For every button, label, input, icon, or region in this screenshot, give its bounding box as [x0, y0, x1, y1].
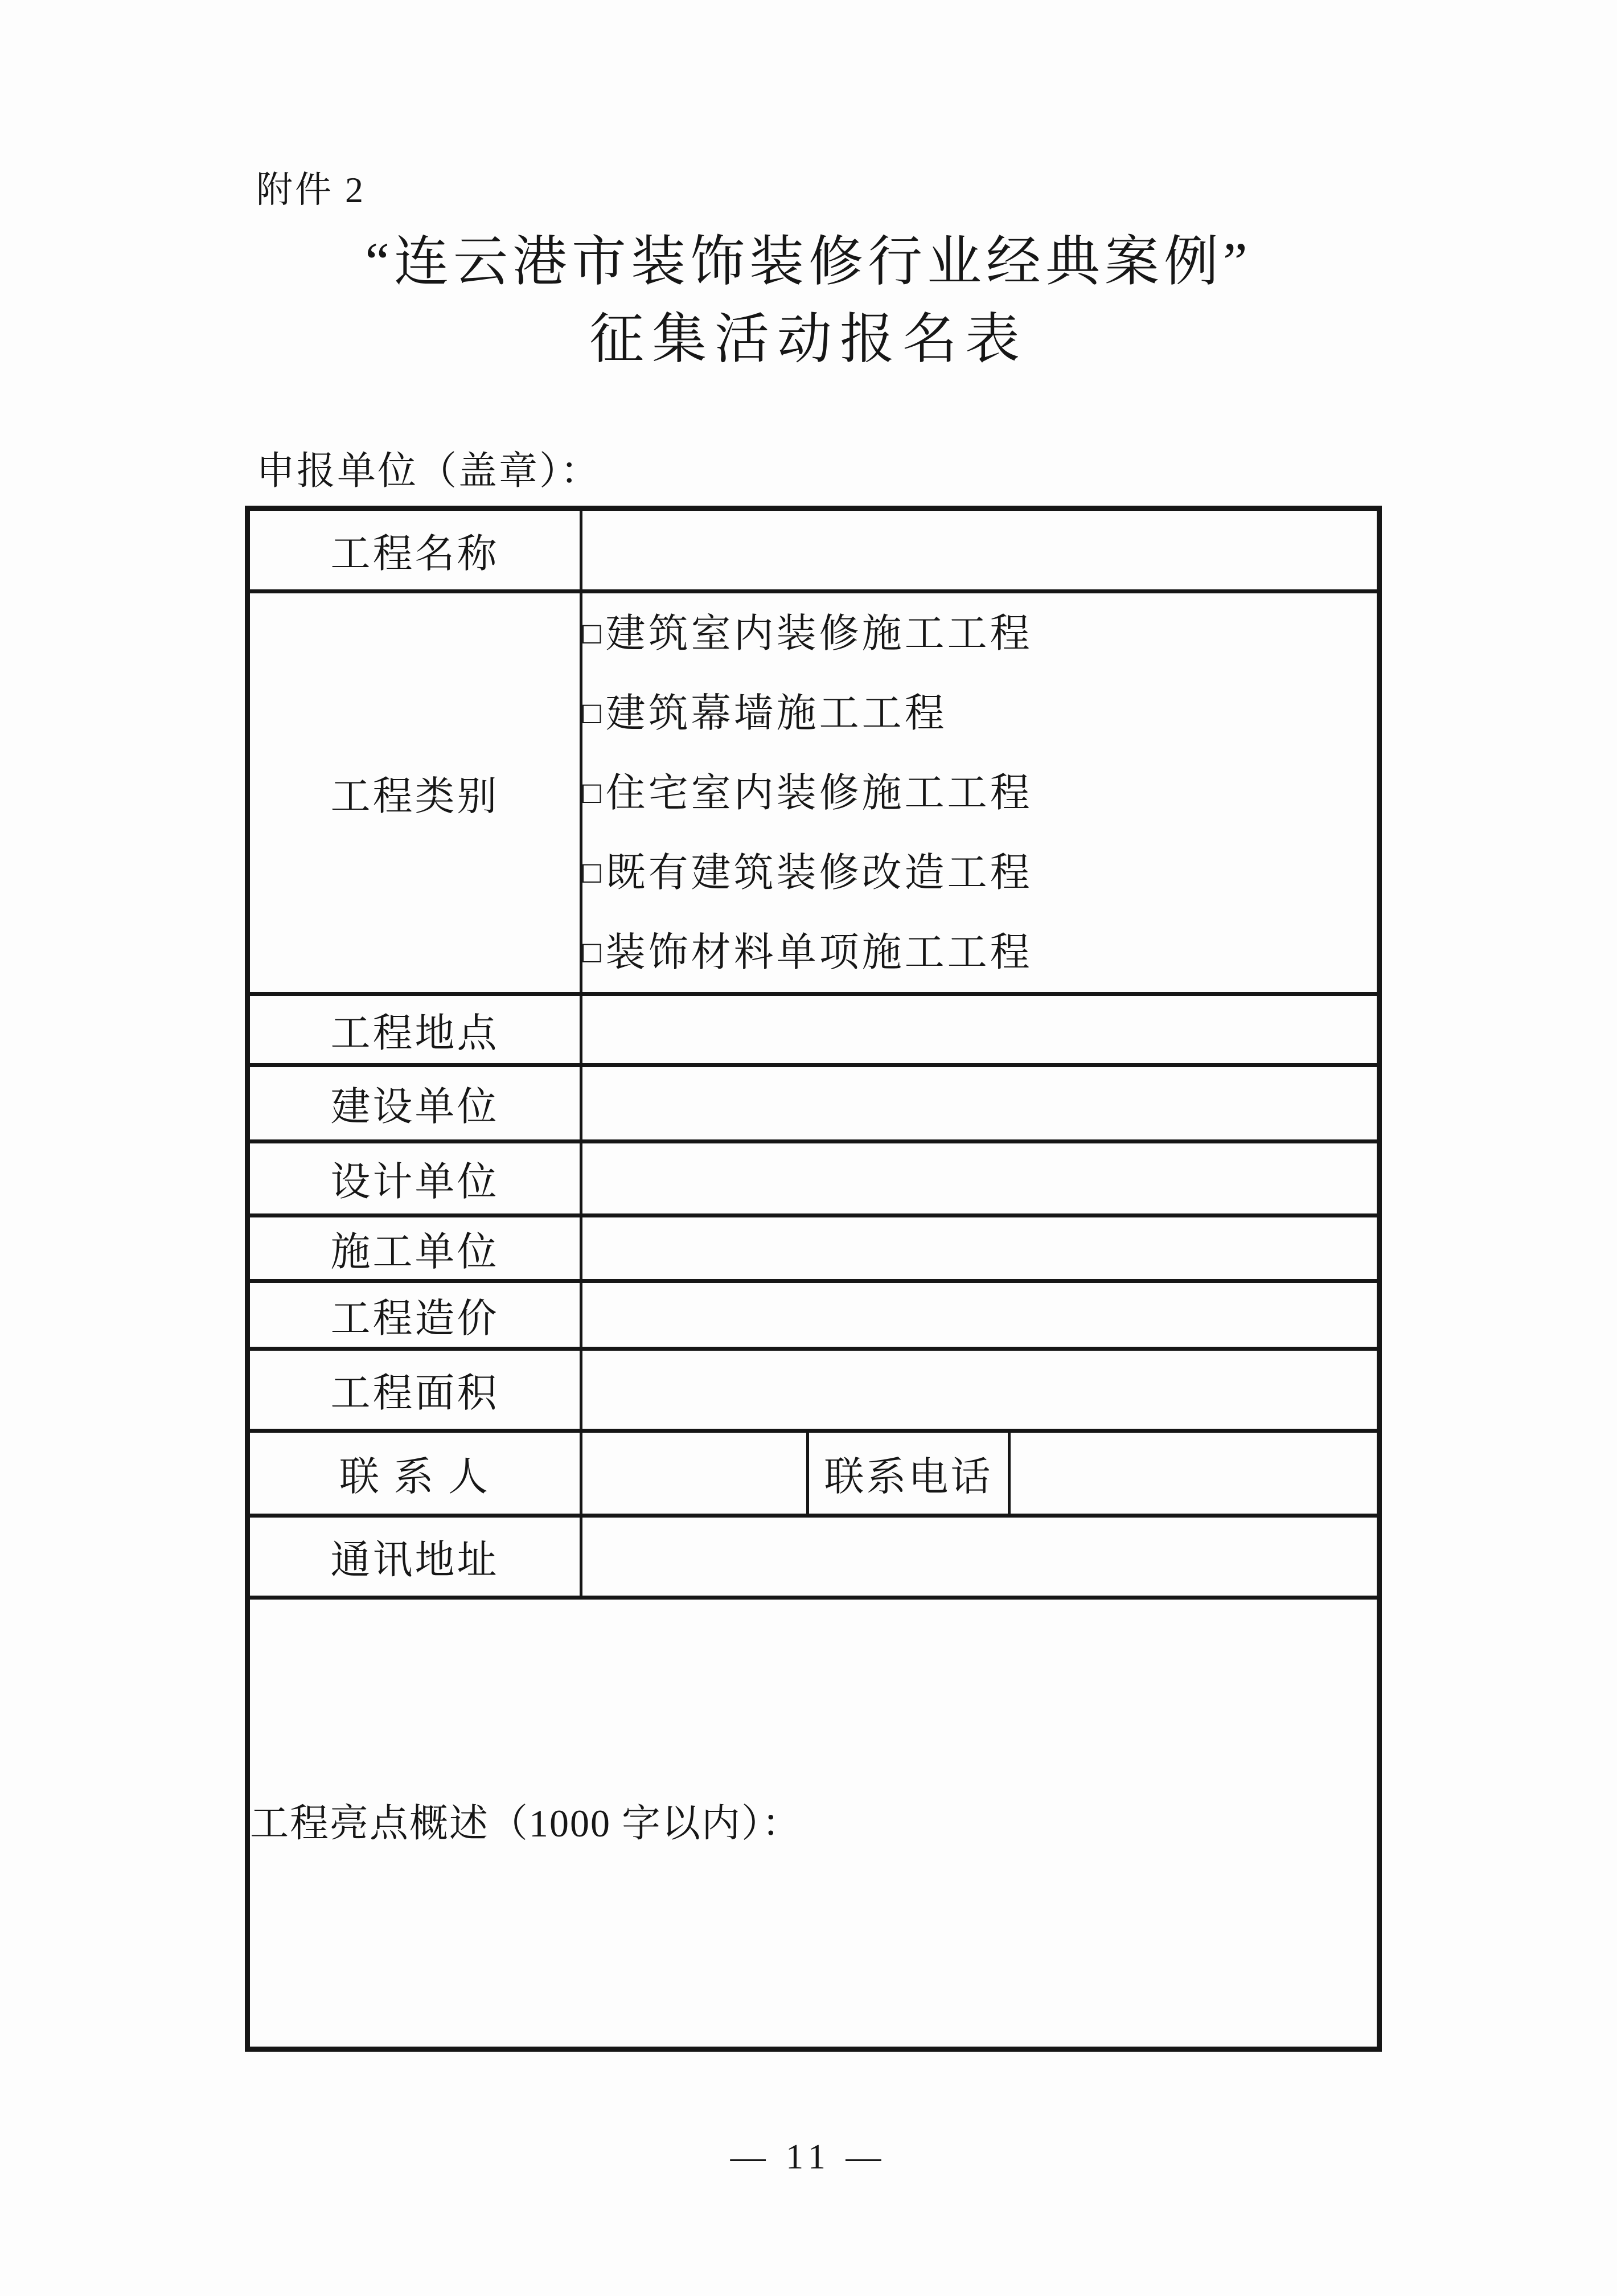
category-option: [582, 593, 1377, 673]
contact-phone-label: 联系电话: [808, 1431, 1009, 1516]
contact-phone-value: [1009, 1431, 1380, 1516]
contact-person-label: 联 系 人: [248, 1431, 581, 1516]
row-value-builder-unit: [581, 1216, 1380, 1281]
category-option-label: 装饰材料单项施工工程: [605, 931, 1033, 975]
row-value-project-cost: [581, 1281, 1380, 1349]
category-option: [582, 912, 1377, 992]
table-row-project-category: [248, 592, 1380, 994]
category-option-label: 建筑室内装修施工工程: [605, 612, 1033, 656]
category-option-label: 住宅室内装修施工工程: [605, 772, 1033, 815]
row-value-construction-unit: [581, 1065, 1380, 1142]
table-row-project-location: [248, 994, 1380, 1065]
doc-title-line1: “连云港市装饰装修行业经典案例”: [365, 231, 1252, 292]
declare-unit-label: 申报单位（盖章）：: [256, 449, 601, 493]
checkbox-icon: □: [582, 616, 601, 650]
highlight-cell: [248, 1598, 1380, 2049]
category-option: [582, 833, 1377, 912]
row-label-project-location: 工程地点: [248, 994, 581, 1065]
registration-table: [245, 506, 1382, 2052]
row-label-mailing-address: 通讯地址: [248, 1516, 581, 1598]
checkbox-icon: □: [582, 855, 601, 889]
row-value-mailing-address: [581, 1516, 1380, 1598]
row-label-project-cost: 工程造价: [248, 1281, 581, 1349]
row-label-project-area: 工程面积: [248, 1349, 581, 1431]
row-value-design-unit: [581, 1142, 1380, 1216]
attachment-label: 附件 2: [256, 170, 366, 210]
table-row-project-area: [248, 1349, 1380, 1431]
checkbox-icon: □: [582, 696, 601, 730]
category-option: [582, 753, 1377, 833]
category-option-label: 建筑幕墙施工工程: [605, 692, 947, 736]
page-number: — 11 —: [730, 2138, 887, 2176]
checkbox-icon: □: [582, 776, 601, 810]
row-label-project-name: 工程名称: [248, 509, 581, 592]
checkbox-icon: □: [582, 935, 601, 969]
highlight-label: 工程亮点概述（1000 字以内）：: [250, 1801, 802, 1845]
table-row-project-name: [248, 509, 1380, 592]
row-value-project-name: [581, 509, 1380, 592]
row-value-project-location: [581, 994, 1380, 1065]
row-value-project-area: [581, 1349, 1380, 1431]
row-label-builder-unit: 施工单位: [248, 1216, 581, 1281]
table-row-highlight: [248, 1598, 1380, 2049]
table-row-design-unit: [248, 1142, 1380, 1216]
category-option: [582, 673, 1377, 753]
row-label-project-category: 工程类别: [248, 592, 581, 994]
table-row-contact: [248, 1431, 1380, 1516]
category-option-label: 既有建筑装修改造工程: [605, 851, 1033, 895]
doc-title-line2: 征集活动报名表: [589, 309, 1028, 370]
contact-person-value: [581, 1431, 808, 1516]
row-label-design-unit: 设计单位: [248, 1142, 581, 1216]
table-row-mailing-address: [248, 1516, 1380, 1598]
row-value-project-category: [581, 592, 1380, 994]
table-row-builder-unit: [248, 1216, 1380, 1281]
table-row-construction-unit: [248, 1065, 1380, 1142]
table-row-project-cost: [248, 1281, 1380, 1349]
row-label-construction-unit: 建设单位: [248, 1065, 581, 1142]
